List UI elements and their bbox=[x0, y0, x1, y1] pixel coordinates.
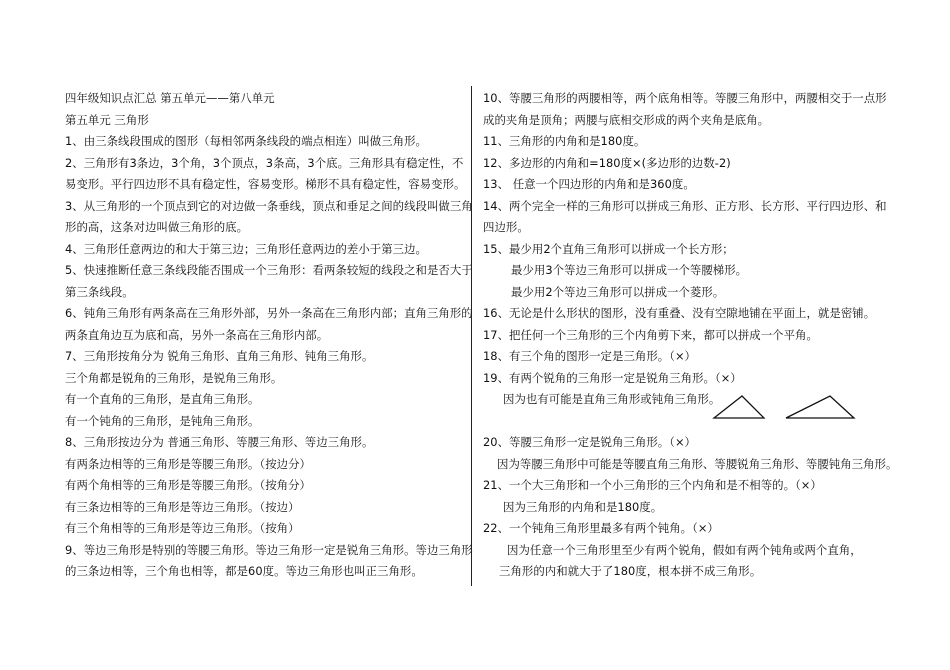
point-11: 11、三角形的内角和是180度。 bbox=[483, 134, 646, 148]
point-20-reason: 因为等腰三角形中可能是等腰直角三角形、等腰锐角三角形、等腰钝角三角形。 bbox=[497, 456, 898, 471]
point-6-line-2: 两条直角边互为底和高，另外一条高在三角形内部。 bbox=[65, 327, 329, 342]
point-7-obtuse: 有一个钝角的三角形，是钝角三角形。 bbox=[65, 413, 260, 428]
point-22-reason-line-2: 三角形的内和就大于了180度，根本拼不成三角形。 bbox=[499, 564, 762, 578]
point-15-rhombus: 最少用2个等边三角形可以拼成一个菱形。 bbox=[511, 284, 725, 299]
point-21: 21、一个大三角形和一个小三角形的三个内角和是不相等的。（×） bbox=[483, 478, 822, 492]
point-21-reason: 因为三角形的内角和是180度。 bbox=[503, 499, 663, 514]
point-8: 8、三角形按边分为 普通三角形、等腰三角形、等边三角形。 bbox=[65, 435, 374, 449]
point-14-line-1: 14、两个完全一样的三角形可以拼成三角形、正方形、长方形、平行四边形、和 bbox=[483, 198, 887, 213]
point-5-line-1: 5、快速推断任意三条线段能否围成一个三角形：看两条较短的线段之和是否大于 bbox=[65, 263, 473, 277]
column-divider bbox=[471, 86, 472, 586]
point-16: 16、无论是什么形状的图形，没有重叠、没有空隙地铺在平面上，就是密铺。 bbox=[483, 306, 876, 320]
point-7: 7、三角形按角分为 锐角三角形、直角三角形、钝角三角形。 bbox=[65, 349, 374, 363]
point-7-acute: 三个角都是锐角的三角形，是锐角三角形。 bbox=[65, 370, 283, 385]
point-13: 13、 任意一个四边形的内角和是360度。 bbox=[483, 177, 695, 191]
unit-heading: 第五单元 三角形 bbox=[65, 112, 149, 127]
point-15-trapezoid: 最少用3个等边三角形可以拼成一个等腰梯形。 bbox=[511, 263, 748, 277]
point-3-line-1: 3、从三角形的一个顶点到它的对边做一条垂线，顶点和垂足之间的线段叫做三角 bbox=[65, 198, 473, 213]
point-19-reason: 因为也有可能是直角三角形或钝角三角形。 bbox=[503, 392, 721, 406]
point-18: 18、有三个角的图形一定是三角形。（×） bbox=[483, 349, 696, 363]
point-6-line-1: 6、钝角三角形有两条高在三角形外部，另外一条高在三角形内部；直角三角形的 bbox=[65, 306, 473, 320]
point-3-line-2: 形的高，这条对边叫做三角形的底。 bbox=[65, 220, 249, 234]
point-10-line-1: 10、等腰三角形的两腰相等，两个底角相等。等腰三角形中，两腰相交于一点形 bbox=[483, 91, 887, 105]
doc-title: 四年级知识点汇总 第五单元——第八单元 bbox=[65, 91, 275, 105]
left-column bbox=[65, 88, 473, 583]
point-9-line-2: 的三条边相等，三个角也相等，都是60度。等边三角形也叫正三角形。 bbox=[65, 564, 423, 578]
point-12: 12、多边形的内角和=180度×(多边形的边数-2) bbox=[483, 155, 731, 170]
right-column bbox=[483, 88, 903, 583]
point-22-reason-line-1: 因为任意一个三角形里至少有两个锐角，假如有两个钝角或两个直角， bbox=[507, 542, 862, 557]
point-17: 17、把任何一个三角形的三个内角剪下来，都可以拼成一个平角。 bbox=[483, 327, 818, 342]
point-8-equilateral-angles: 有三个角相等的三角形是等边三角形。（按角） bbox=[65, 521, 300, 535]
point-8-isosceles-sides: 有两条边相等的三角形是等腰三角形。（按边分） bbox=[65, 456, 311, 471]
point-7-right: 有一个直角的三角形，是直角三角形。 bbox=[65, 392, 260, 406]
triangle-figures bbox=[712, 392, 862, 424]
point-19: 19、有两个锐角的三角形一定是锐角三角形。（×） bbox=[483, 370, 742, 385]
point-9-line-1: 9、等边三角形是特别的等腰三角形。等边三角形一定是锐角三角形。等边三角形 bbox=[65, 542, 473, 557]
point-8-equilateral-sides: 有三条边相等的三角形是等边三角形。（按边） bbox=[65, 499, 300, 514]
point-20: 20、等腰三角形一定是锐角三角形。（×） bbox=[483, 435, 696, 449]
point-10-line-2: 成的夹角是顶角；两腰与底相交形成的两个夹角是底角。 bbox=[483, 112, 770, 127]
point-4: 4、三角形任意两边的和大于第三边；三角形任意两边的差小于第三边。 bbox=[65, 241, 427, 256]
point-5-line-2: 第三条线段。 bbox=[65, 284, 134, 299]
obtuse-triangle-figure bbox=[786, 396, 854, 418]
point-2-line-1: 2、三角形有3条边，3个角，3个顶点，3条高，3个底。三角形具有稳定性，不 bbox=[65, 155, 464, 170]
acute-triangle-figure bbox=[714, 396, 764, 418]
point-22: 22、一个钝角三角形里最多有两个钝角。（×） bbox=[483, 521, 719, 535]
point-2-line-2: 易变形。平行四边形不具有稳定性，容易变形。梯形不具有稳定性，容易变形。 bbox=[65, 177, 466, 191]
point-8-isosceles-angles: 有两个角相等的三角形是等腰三角形。（按角分） bbox=[65, 478, 311, 492]
point-15: 15、最少用2个直角三角形可以拼成一个长方形； bbox=[483, 241, 734, 256]
point-1: 1、由三条线段围成的图形（每相邻两条线段的端点相连）叫做三角形。 bbox=[65, 134, 427, 148]
point-14-line-2: 四边形。 bbox=[483, 220, 529, 234]
